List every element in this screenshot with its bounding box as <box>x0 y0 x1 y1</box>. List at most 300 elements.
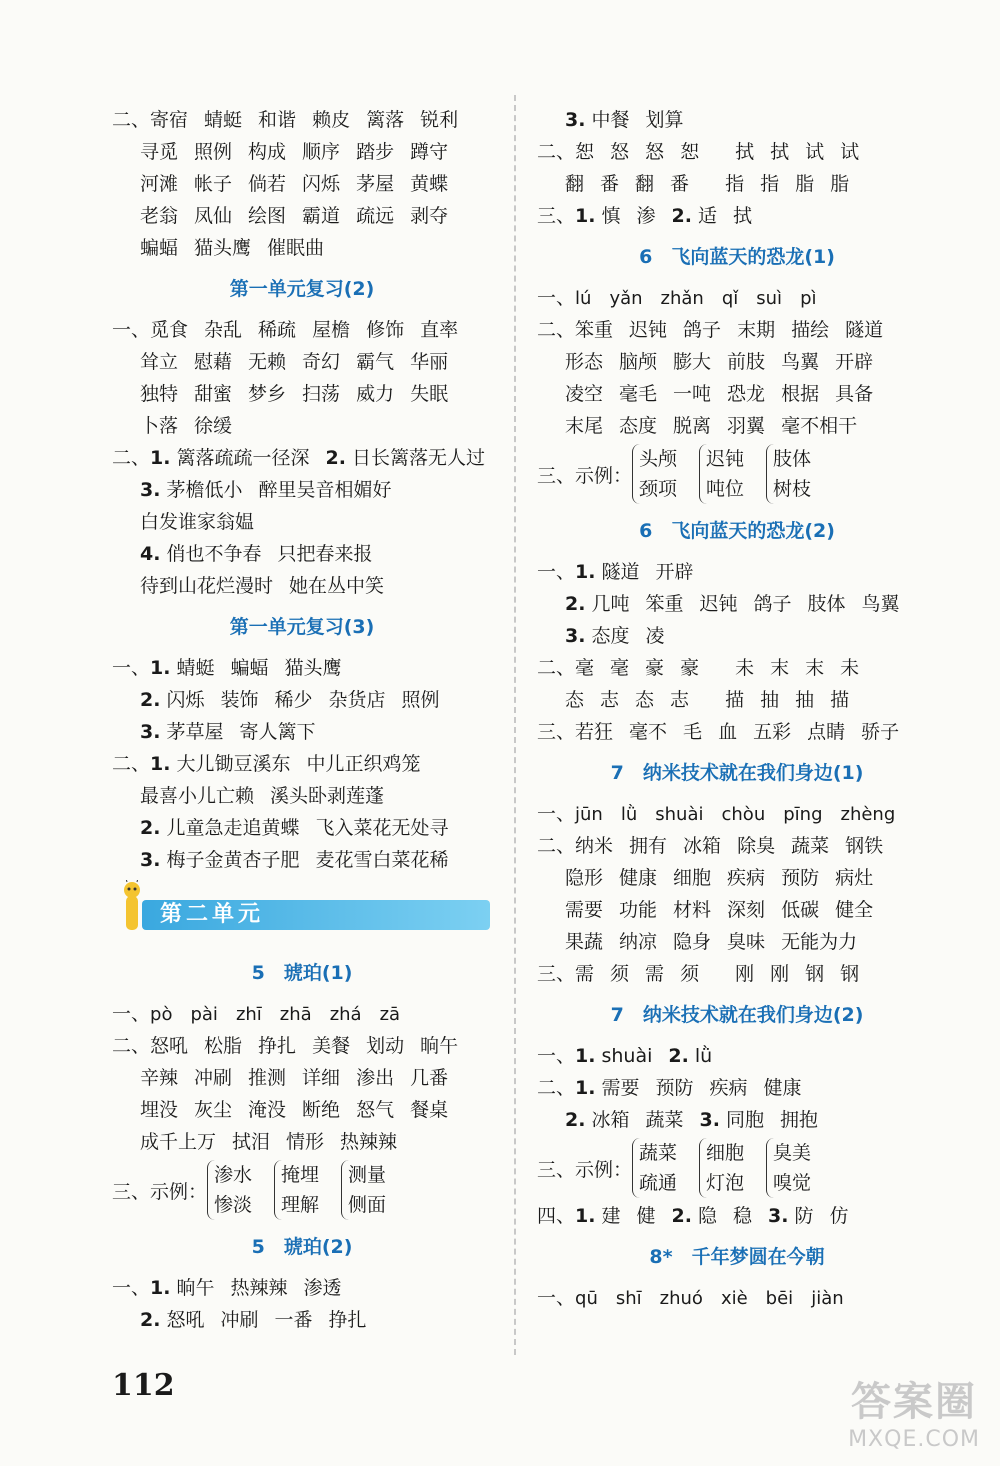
answer-word: 番 <box>600 173 620 195</box>
answer-line <box>112 652 492 684</box>
answer-word: 除臭 <box>737 835 776 857</box>
section-title: 8* 千年梦圆在今朝 <box>649 1246 825 1268</box>
item-number: 2. <box>325 447 346 469</box>
answer-word: 毫 <box>610 657 630 679</box>
item-number: 2. <box>565 593 586 615</box>
answer-word: 杂乱 <box>204 319 243 341</box>
answer-word: 催眠曲 <box>267 237 325 259</box>
pinyin-word: suì <box>756 288 783 309</box>
answer-word: 抽 <box>760 689 780 711</box>
answer-word: 细胞 <box>706 1142 745 1164</box>
section-title: 5 琥珀(1) <box>251 962 353 984</box>
answer-word: 细胞 <box>673 867 712 889</box>
answer-word: 照例 <box>401 689 440 711</box>
answer-word: 侧面 <box>348 1194 387 1216</box>
answer-word: 挣扎 <box>328 1309 367 1331</box>
answer-line <box>537 314 937 346</box>
answer-word: 脱离 <box>673 415 712 437</box>
answer-word: 毫不 <box>629 721 668 743</box>
pinyin-line <box>537 798 937 830</box>
answer-word: 顺序 <box>302 141 341 163</box>
answer-word: 详细 <box>302 1067 341 1089</box>
answer-word: 寄人篱下 <box>239 721 316 743</box>
question-marker: 二、 <box>537 835 576 857</box>
question-marker: 三、 <box>537 963 576 985</box>
answer-word: 描 <box>725 689 745 711</box>
item-number: 2. <box>668 1045 689 1067</box>
answer-word: 志 <box>600 689 620 711</box>
answer-word: 臭味 <box>727 931 766 953</box>
answer-word: 笨重 <box>575 319 614 341</box>
answer-word: 钢 <box>805 963 825 985</box>
answer-line <box>537 620 937 652</box>
answer-word: 臭美 <box>773 1142 812 1164</box>
section-title: 第一单元复习(3) <box>229 616 375 638</box>
answer-line <box>537 652 937 684</box>
answer-word: 甜蜜 <box>194 383 233 405</box>
pinyin-line <box>112 998 492 1030</box>
answer-word: 独特 <box>140 383 179 405</box>
question-marker: 三、示例： <box>112 1180 208 1203</box>
answer-line <box>537 862 937 894</box>
pinyin-word: pài <box>190 1004 218 1025</box>
question-marker: 二、 <box>537 657 576 679</box>
answer-word: 无能为力 <box>781 931 858 953</box>
question-marker: 二、 <box>537 319 576 341</box>
answer-line <box>112 538 492 570</box>
answer-word: 抽 <box>795 689 815 711</box>
answer-word: 茅檐低小 <box>166 479 243 501</box>
pinyin-word: pò <box>150 1004 173 1025</box>
brace-pair <box>274 1160 319 1220</box>
pinyin-word: zhā <box>279 1004 312 1025</box>
answer-line <box>537 556 937 588</box>
answer-word: 热辣辣 <box>340 1131 398 1153</box>
question-marker: 二、 <box>537 141 576 163</box>
answer-line <box>112 442 492 474</box>
answer-line <box>537 136 937 168</box>
answer-word: 蜻蜓 <box>204 109 243 131</box>
answer-line <box>537 894 937 926</box>
answer-word: 怒 <box>645 141 665 163</box>
section-title: 6 飞向蓝天的恐龙(2) <box>639 520 835 542</box>
answer-word: 嗅觉 <box>773 1172 812 1194</box>
answer-word: 毛 <box>683 721 703 743</box>
question-marker: 一、 <box>112 1003 151 1025</box>
brace-pair <box>699 444 744 504</box>
answer-word: 态度 <box>591 625 630 647</box>
brace-pair <box>766 1138 811 1198</box>
answer-word: 钢铁 <box>845 835 884 857</box>
answer-word: 构成 <box>248 141 287 163</box>
brace-pair <box>632 444 677 504</box>
answer-word: 须 <box>680 963 700 985</box>
answer-line <box>537 1072 937 1104</box>
answer-word: 猫头鹰 <box>284 657 342 679</box>
answer-word: 华丽 <box>410 351 449 373</box>
answer-word: 溪头卧剥莲蓬 <box>270 785 385 807</box>
answer-word: 根据 <box>781 383 820 405</box>
example-brace-group <box>537 442 937 506</box>
answer-word: 需要 <box>565 899 604 921</box>
answer-word: 血 <box>718 721 738 743</box>
answer-word: 毫毛 <box>619 383 658 405</box>
giraffe-icon <box>112 880 152 934</box>
answer-word: 灰尘 <box>194 1099 233 1121</box>
answer-word: shuài <box>601 1045 653 1067</box>
answer-line <box>112 410 492 442</box>
answer-word: 辛辣 <box>140 1067 179 1089</box>
answer-word: 材料 <box>673 899 712 921</box>
answer-line <box>112 780 492 812</box>
pinyin-word: pīng <box>783 804 823 825</box>
answer-word: 健 <box>636 1205 656 1227</box>
answer-word: 迟钝 <box>706 448 745 470</box>
answer-word: 纳凉 <box>619 931 658 953</box>
answer-word: 掩埋 <box>281 1164 320 1186</box>
item-number: 3. <box>565 109 586 131</box>
pinyin-word: shuài <box>655 804 704 825</box>
answer-word: 淹没 <box>248 1099 287 1121</box>
pinyin-word: chòu <box>721 804 766 825</box>
answer-word: 拭 <box>770 141 790 163</box>
item-number: 3. <box>140 479 161 501</box>
answer-word: 慎 <box>601 205 621 227</box>
answer-word: 健康 <box>763 1077 802 1099</box>
question-marker: 二、 <box>537 1077 576 1099</box>
item-number: 2. <box>140 817 161 839</box>
answer-line <box>112 1094 492 1126</box>
answer-word: 隐形 <box>565 867 604 889</box>
brace-pair <box>632 1138 677 1198</box>
answer-word: 肢体 <box>807 593 846 615</box>
brace-pair <box>766 444 811 504</box>
answer-word: 前肢 <box>727 351 766 373</box>
pinyin-word: qǐ <box>721 288 739 309</box>
answer-word: 渗 <box>636 205 656 227</box>
question-marker: 三、 <box>537 721 576 743</box>
answer-line <box>537 410 937 442</box>
pinyin-word: pì <box>800 288 817 309</box>
answer-word: 适 <box>697 205 717 227</box>
answer-word: 毫 <box>575 657 595 679</box>
answer-word: 需要 <box>601 1077 640 1099</box>
question-marker: 三、 <box>537 205 576 227</box>
answer-word: 照例 <box>194 141 233 163</box>
answer-word: 冰箱 <box>683 835 722 857</box>
pinyin-word: lǜ <box>620 804 638 825</box>
answer-line <box>112 1126 492 1158</box>
pinyin-line <box>537 282 937 314</box>
pinyin-word: lú <box>575 288 592 309</box>
answer-word: 毫不相干 <box>781 415 858 437</box>
answer-word: 建 <box>601 1205 621 1227</box>
answer-word: 几番 <box>410 1067 449 1089</box>
answer-word: 疾病 <box>727 867 766 889</box>
answer-word: 徐缓 <box>194 415 233 437</box>
answer-line <box>112 136 492 168</box>
answer-word: 豪 <box>680 657 700 679</box>
answer-word: 渗透 <box>303 1277 342 1299</box>
answer-word: 灯泡 <box>706 1172 745 1194</box>
answer-word: 威力 <box>356 383 395 405</box>
answer-word: 怒 <box>610 141 630 163</box>
item-number: 4. <box>140 543 161 565</box>
item-number: 3. <box>767 1205 789 1227</box>
answer-word: 断绝 <box>302 1099 341 1121</box>
answer-word: 须 <box>610 963 630 985</box>
answer-line <box>112 346 492 378</box>
answer-word: 怒吼 <box>150 1035 189 1057</box>
answer-word: 功能 <box>619 899 658 921</box>
answer-word: 闪烁 <box>302 173 341 195</box>
answer-line <box>537 716 937 748</box>
answer-word: 态 <box>565 689 585 711</box>
answer-word: 餐桌 <box>410 1099 449 1121</box>
answer-line <box>112 844 492 876</box>
answer-line <box>112 378 492 410</box>
answer-word: 扫荡 <box>302 383 341 405</box>
answer-word: 蔬菜 <box>791 835 830 857</box>
answer-word: 鸟翼 <box>861 593 900 615</box>
answer-word: 开辟 <box>835 351 874 373</box>
right-column <box>537 104 937 1314</box>
answer-word: 理解 <box>281 1194 320 1216</box>
pinyin-line <box>537 1282 937 1314</box>
answer-line <box>112 314 492 346</box>
answer-word: 深刻 <box>727 899 766 921</box>
answer-word: 飞入菜花无处寻 <box>315 817 449 839</box>
answer-word: 指 <box>760 173 780 195</box>
answer-word: 挣扎 <box>258 1035 297 1057</box>
answer-word: 吨位 <box>706 478 745 500</box>
answer-word: 怒吼 <box>166 1309 205 1331</box>
answer-line <box>112 104 492 136</box>
item-number: 3. <box>140 849 161 871</box>
question-marker: 二、 <box>112 1035 151 1057</box>
answer-word: 中餐 <box>591 109 630 131</box>
answer-word: 隧道 <box>845 319 884 341</box>
answer-word: 俏也不争春 <box>166 543 262 565</box>
pinyin-word: bēi <box>765 1288 794 1309</box>
answer-word: 疏通 <box>639 1172 678 1194</box>
answer-line <box>112 232 492 264</box>
answer-word: 河滩 <box>140 173 179 195</box>
answer-word: 试 <box>805 141 825 163</box>
answer-word: 指 <box>725 173 745 195</box>
item-number: 2. <box>565 1109 586 1131</box>
answer-line <box>112 1272 492 1304</box>
answer-word: 若狂 <box>575 721 614 743</box>
answer-line <box>112 1304 492 1336</box>
answer-word: 松脂 <box>204 1035 243 1057</box>
answer-word: 慰藉 <box>194 351 233 373</box>
answer-word: 末 <box>805 657 825 679</box>
question-marker: 四、 <box>537 1205 576 1227</box>
answer-word: 描 <box>830 689 850 711</box>
item-number: 1. <box>150 657 171 679</box>
answer-word: 树枝 <box>773 478 812 500</box>
answer-word: 颈项 <box>639 478 678 500</box>
answer-word: 凌空 <box>565 383 604 405</box>
answer-word: 卜落 <box>140 415 179 437</box>
question-marker: 三、示例： <box>537 1158 633 1181</box>
item-number: 3. <box>565 625 586 647</box>
answer-word: 装饰 <box>220 689 259 711</box>
unit-title: 第二单元 <box>160 902 265 927</box>
answer-word: 需 <box>575 963 595 985</box>
question-marker: 二、 <box>112 109 151 131</box>
answer-word: 病灶 <box>835 867 874 889</box>
answer-word: 觅食 <box>150 319 189 341</box>
answer-word: 羽翼 <box>727 415 766 437</box>
answer-word: 豪 <box>645 657 665 679</box>
answer-word: 惨淡 <box>214 1194 253 1216</box>
answer-line <box>112 748 492 780</box>
answer-word: 一番 <box>274 1309 313 1331</box>
example-brace-group <box>112 1158 492 1222</box>
answer-word: 翻 <box>635 173 655 195</box>
answer-word: 杂货店 <box>328 689 386 711</box>
answer-line <box>537 958 937 990</box>
answer-word: 霸气 <box>356 351 395 373</box>
left-column <box>112 104 492 1336</box>
answer-word: 热辣辣 <box>230 1277 288 1299</box>
answer-word: 蝙蝠 <box>140 237 179 259</box>
answer-word: 末尾 <box>565 415 604 437</box>
answer-word: 冰箱 <box>591 1109 630 1131</box>
answer-word: 直率 <box>420 319 459 341</box>
answer-word: 推测 <box>248 1067 287 1089</box>
answer-word: 点睛 <box>807 721 846 743</box>
answer-word: 志 <box>670 689 690 711</box>
answer-word: 稳 <box>732 1205 752 1227</box>
question-marker: 一、 <box>112 319 151 341</box>
answer-word: 防 <box>794 1205 814 1227</box>
answer-word: 隐 <box>697 1205 717 1227</box>
answer-word: 大儿锄豆溪东 <box>176 753 291 775</box>
answer-line <box>112 812 492 844</box>
answer-word: 测量 <box>348 1164 387 1186</box>
answer-word: 梦乡 <box>248 383 287 405</box>
answer-word: 未 <box>840 657 860 679</box>
item-number: 1. <box>575 561 596 583</box>
answer-word: 膨大 <box>673 351 712 373</box>
answer-word: 划算 <box>645 109 684 131</box>
answer-word: 蜻蜓 <box>176 657 215 679</box>
answer-word: 冲刷 <box>194 1067 233 1089</box>
answer-word: 她在丛中笑 <box>289 575 385 597</box>
answer-word: 蝙蝠 <box>230 657 269 679</box>
answer-word: 刚 <box>770 963 790 985</box>
pinyin-word: zā <box>379 1004 401 1025</box>
answer-word: 疾病 <box>709 1077 748 1099</box>
answer-word: 美餐 <box>312 1035 351 1057</box>
pinyin-word: jiàn <box>811 1288 844 1309</box>
answer-word: 果蔬 <box>565 931 604 953</box>
answer-word: 迟钝 <box>629 319 668 341</box>
answer-word: 稀少 <box>274 689 313 711</box>
answer-word: 晌午 <box>420 1035 459 1057</box>
answer-word: 翻 <box>565 173 585 195</box>
answer-line <box>112 684 492 716</box>
question-marker: 一、 <box>537 287 576 309</box>
answer-word: 屋檐 <box>312 319 351 341</box>
answer-word: 耸立 <box>140 351 179 373</box>
answer-word: 失眠 <box>410 383 449 405</box>
item-number: 2. <box>671 1205 692 1227</box>
answer-word: 鸽子 <box>683 319 722 341</box>
answer-line <box>537 926 937 958</box>
answer-word: 隧道 <box>601 561 640 583</box>
answer-word: 晌午 <box>176 1277 215 1299</box>
section-title: 5 琥珀(2) <box>251 1236 353 1258</box>
answer-word: 茅屋 <box>356 173 395 195</box>
answer-line <box>537 104 937 136</box>
section-title: 第一单元复习(2) <box>229 278 375 300</box>
answer-word: 凌 <box>645 625 665 647</box>
answer-word: 绘图 <box>248 205 287 227</box>
answer-word: 倘若 <box>248 173 287 195</box>
answer-word: 无赖 <box>248 351 287 373</box>
answer-word: 篱落 <box>366 109 405 131</box>
answer-word: lǜ <box>694 1045 713 1067</box>
answer-word: 鸽子 <box>753 593 792 615</box>
answer-word: 最喜小儿亡赖 <box>140 785 255 807</box>
answer-line <box>112 1062 492 1094</box>
answer-word: 寻觅 <box>140 141 179 163</box>
answer-word: 蔬菜 <box>639 1142 678 1164</box>
unit-banner <box>112 894 492 934</box>
answer-word: 纳米 <box>575 835 614 857</box>
brace-pair <box>699 1138 744 1198</box>
answer-word: 钢 <box>840 963 860 985</box>
answer-word: 笨重 <box>645 593 684 615</box>
answer-word: 仿 <box>829 1205 849 1227</box>
question-marker: 二、 <box>112 447 151 469</box>
answer-word: 猫头鹰 <box>194 237 252 259</box>
answer-word: 需 <box>645 963 665 985</box>
answer-word: 赖皮 <box>312 109 351 131</box>
answer-word: 五彩 <box>753 721 792 743</box>
example-brace-group <box>537 1136 937 1200</box>
column-divider <box>514 95 516 1355</box>
answer-word: 儿童急走追黄蝶 <box>166 817 300 839</box>
answer-word: 拭 <box>732 205 752 227</box>
brace-pair <box>207 1160 252 1220</box>
answer-word: 寄宿 <box>150 109 189 131</box>
brace-pair <box>341 1160 386 1220</box>
answer-word: 预防 <box>655 1077 694 1099</box>
item-number: 1. <box>575 1077 596 1099</box>
answer-word: 中儿正织鸡笼 <box>306 753 421 775</box>
answer-word: 和谐 <box>258 109 297 131</box>
answer-word: 健全 <box>835 899 874 921</box>
answer-line <box>537 378 937 410</box>
answer-word: 隐身 <box>673 931 712 953</box>
answer-word: 未 <box>735 657 755 679</box>
answer-line <box>537 1200 937 1232</box>
watermark-logo: 答案圈 <box>851 1379 978 1425</box>
answer-word: 头颅 <box>639 448 678 470</box>
answer-word: 拥抱 <box>779 1109 818 1131</box>
answer-word: 态 <box>635 689 655 711</box>
answer-word: 健康 <box>619 867 658 889</box>
answer-line <box>537 346 937 378</box>
answer-word: 渗出 <box>356 1067 395 1089</box>
answer-word: 迟钝 <box>699 593 738 615</box>
answer-line <box>537 684 937 716</box>
